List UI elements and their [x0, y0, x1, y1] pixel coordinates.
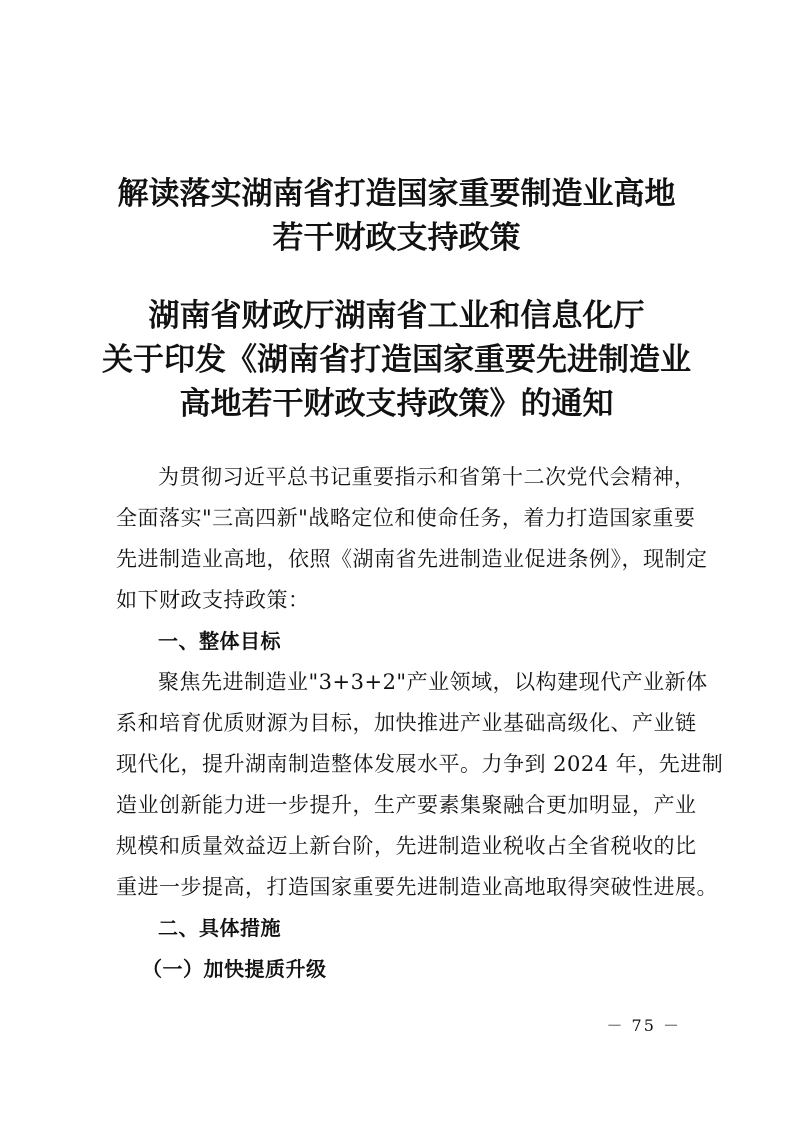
section-heading: 一、整体目标	[158, 629, 281, 653]
paragraph-line: 造业创新能力进一步提升，生产要素集聚融合更加明显，产业	[116, 793, 697, 817]
paragraph-line: 先进制造业高地，依照《湖南省先进制造业促进条例》，现制定	[116, 547, 708, 571]
subsection-heading: （一）加快提质升级	[142, 957, 327, 981]
paragraph-line: 规模和质量效益迈上新台阶，先进制造业税收占全省税收的比	[116, 834, 697, 858]
document-title	[0, 172, 793, 260]
paragraph-line: 重进一步提高，打造国家重要先进制造业高地取得突破性进展。	[116, 875, 718, 899]
section-heading: 二、具体措施	[158, 916, 281, 940]
paragraph-line: 如下财政支持政策：	[116, 588, 310, 612]
page-number: － 75 －	[606, 1016, 681, 1035]
notice-title-line: 高地若干财政支持政策》的通知	[179, 386, 614, 422]
paragraph-line: 聚焦先进制造业"3+3+2"产业领域，以构建现代产业新体	[158, 670, 708, 694]
notice-title	[0, 294, 793, 426]
notice-title-line: 湖南省财政厅湖南省工业和信息化厅	[148, 298, 645, 334]
document-title-line: 解读落实湖南省打造国家重要制造业高地	[117, 176, 676, 212]
document-body	[116, 457, 724, 990]
paragraph-line: 为贯彻习近平总书记重要指示和省第十二次党代会精神，	[158, 465, 696, 489]
document-title-line: 若干财政支持政策	[272, 220, 521, 256]
notice-title-line: 关于印发《湖南省打造国家重要先进制造业	[102, 342, 691, 378]
paragraph-line: 系和培育优质财源为目标，加快推进产业基础高级化、产业链	[116, 711, 697, 735]
paragraph-line: 现代化，提升湖南制造整体发展水平。力争到 2024 年，先进制	[116, 752, 724, 776]
paragraph-line: 全面落实"三高四新"战略定位和使命任务，着力打造国家重要	[116, 506, 696, 530]
